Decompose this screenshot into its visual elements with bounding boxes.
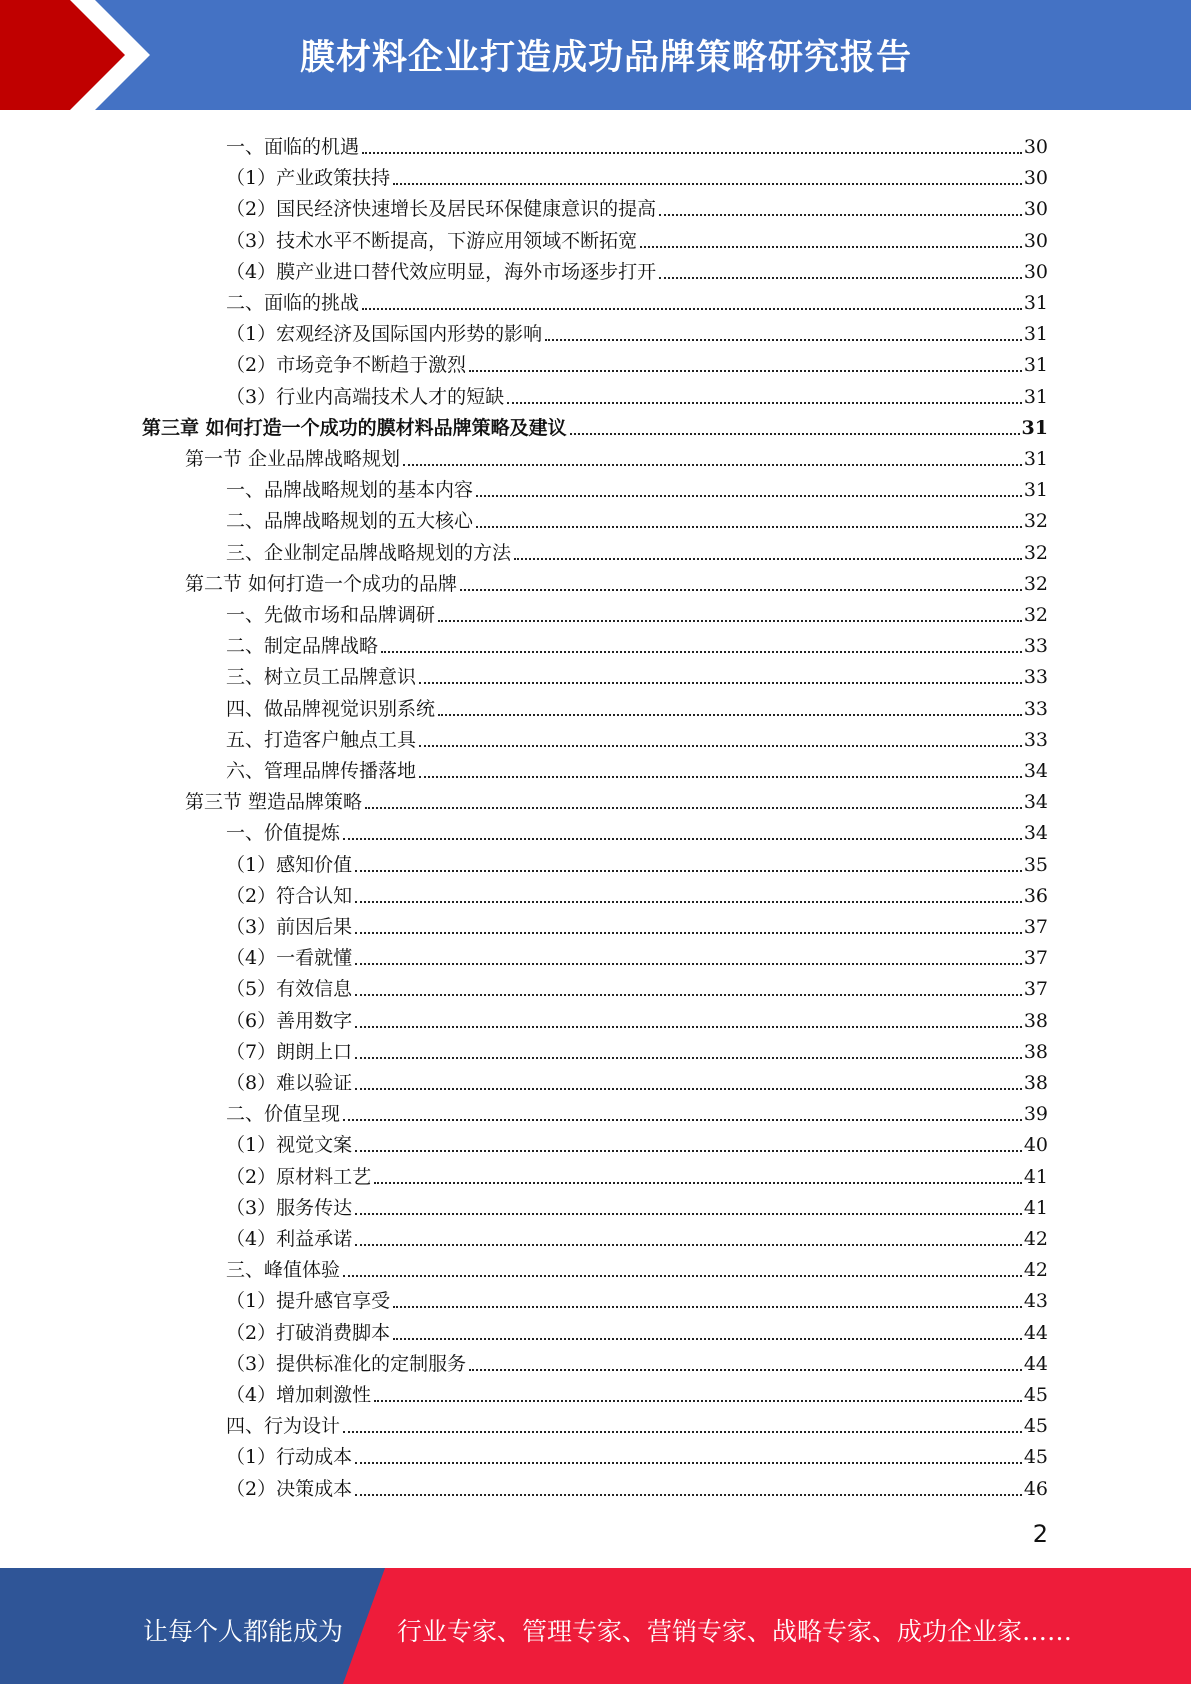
toc-entry-title: （2）原材料工艺 bbox=[226, 1165, 372, 1188]
toc-entry-title: 第二节 如何打造一个成功的品牌 bbox=[185, 572, 458, 595]
toc-entry-title: （7）朗朗上口 bbox=[226, 1040, 353, 1063]
toc-entry-title: 四、行为设计 bbox=[226, 1415, 341, 1438]
toc-dot-leader bbox=[362, 308, 1022, 310]
footer-slogan-left: 让每个人都能成为 bbox=[143, 1617, 344, 1646]
toc-entry-title: （4）利益承诺 bbox=[226, 1228, 353, 1250]
toc-entry[interactable] bbox=[185, 783, 1048, 814]
toc-dot-leader bbox=[640, 246, 1022, 248]
toc-entry[interactable] bbox=[226, 1282, 1048, 1313]
toc-dot-leader bbox=[545, 339, 1022, 341]
toc-entry-title: （4）膜产业进口替代效应明显，海外市场逐步打开 bbox=[226, 260, 657, 283]
toc-entry-page: 30 bbox=[1023, 167, 1048, 190]
toc-entry[interactable] bbox=[226, 378, 1048, 409]
toc-entry-title: （1）行动成本 bbox=[226, 1446, 353, 1469]
toc-dot-leader bbox=[393, 183, 1022, 185]
toc-entry-page: 31 bbox=[1023, 292, 1048, 314]
toc-dot-leader bbox=[403, 464, 1022, 466]
toc-entry-title: 二、价值呈现 bbox=[226, 1103, 341, 1126]
toc-entry[interactable] bbox=[226, 1407, 1048, 1438]
toc-entry[interactable] bbox=[226, 1345, 1048, 1376]
toc-entry[interactable] bbox=[226, 159, 1048, 190]
toc-entry-page: 38 bbox=[1023, 1009, 1048, 1032]
toc-dot-leader bbox=[355, 1150, 1022, 1152]
toc-dot-leader bbox=[469, 370, 1022, 372]
toc-entry[interactable] bbox=[226, 1251, 1048, 1282]
toc-dot-leader bbox=[343, 1275, 1022, 1277]
toc-dot-leader bbox=[393, 1338, 1022, 1340]
footer-band bbox=[0, 1568, 1191, 1684]
toc-entry[interactable] bbox=[226, 908, 1048, 939]
toc-entry[interactable] bbox=[226, 346, 1048, 377]
toc-dot-leader bbox=[355, 1057, 1022, 1059]
toc-entry[interactable] bbox=[226, 1126, 1048, 1157]
toc-dot-leader bbox=[355, 1244, 1022, 1246]
toc-entry-title: （3）提供标准化的定制服务 bbox=[226, 1352, 467, 1375]
toc-entry-title: （2）国民经济快速增长及居民环保健康意识的提高 bbox=[226, 198, 657, 221]
toc-dot-leader bbox=[381, 651, 1022, 653]
toc-entry-page: 31 bbox=[1021, 416, 1048, 439]
toc-entry-title: 一、价值提炼 bbox=[226, 822, 341, 845]
toc-entry[interactable] bbox=[226, 128, 1048, 159]
toc-entry-page: 41 bbox=[1023, 1165, 1048, 1188]
page-title: 膜材料企业打造成功品牌策略研究报告 bbox=[300, 38, 913, 78]
toc-entry-title: （4）一看就懂 bbox=[226, 947, 353, 970]
toc-entry-title: 四、做品牌视觉识别系统 bbox=[226, 697, 436, 720]
toc-entry-page: 33 bbox=[1023, 728, 1048, 751]
toc-entry-title: （1）产业政策扶持 bbox=[226, 167, 391, 190]
toc-dot-leader bbox=[343, 838, 1022, 840]
toc-dot-leader bbox=[438, 620, 1022, 622]
toc-entry-page: 32 bbox=[1023, 604, 1048, 626]
toc-entry-title: （3）前因后果 bbox=[226, 916, 353, 938]
toc-entry[interactable] bbox=[226, 284, 1048, 315]
toc-entry[interactable] bbox=[226, 1376, 1048, 1407]
toc-entry-title: 三、树立员工品牌意识 bbox=[226, 666, 417, 689]
toc-entry-page: 45 bbox=[1023, 1384, 1048, 1406]
toc-entry-page: 32 bbox=[1023, 510, 1048, 533]
toc-entry-page: 44 bbox=[1023, 1352, 1048, 1375]
footer-slogan-right: 行业专家、管理专家、营销专家、战略专家、成功企业家…… bbox=[397, 1617, 1073, 1646]
page-number: 2 bbox=[1032, 1520, 1048, 1548]
toc-entry-title: （4）增加刺激性 bbox=[226, 1384, 372, 1406]
toc-dot-leader bbox=[514, 558, 1022, 560]
toc-dot-leader bbox=[419, 776, 1022, 778]
toc-entry-page: 38 bbox=[1023, 1072, 1048, 1094]
toc-dot-leader bbox=[343, 1431, 1022, 1433]
toc-dot-leader bbox=[355, 1494, 1022, 1496]
toc-entry[interactable] bbox=[226, 627, 1048, 658]
toc-dot-leader bbox=[355, 1213, 1022, 1215]
toc-entry-title: 一、面临的机遇 bbox=[226, 136, 360, 158]
toc-entry-title: （6）善用数字 bbox=[226, 1009, 353, 1032]
toc-entry[interactable] bbox=[226, 970, 1048, 1001]
toc-entry-page: 34 bbox=[1023, 760, 1048, 782]
toc-entry-title: （1）提升感官享受 bbox=[226, 1290, 391, 1313]
toc-entry-page: 32 bbox=[1023, 572, 1048, 595]
toc-entry-title: （3）技术水平不断提高，下游应用领域不断拓宽 bbox=[226, 229, 638, 252]
toc-entry-title: 六、管理品牌传播落地 bbox=[226, 760, 417, 782]
toc-entry-title: 一、先做市场和品牌调研 bbox=[226, 604, 436, 626]
toc-entry-page: 34 bbox=[1023, 791, 1048, 814]
header-band bbox=[0, 0, 1191, 110]
toc-entry-title: （5）有效信息 bbox=[226, 978, 353, 1001]
toc-entry[interactable] bbox=[226, 190, 1048, 221]
toc-entry-page: 37 bbox=[1023, 947, 1048, 970]
toc-entry[interactable] bbox=[226, 877, 1048, 908]
toc-entry-title: （2）决策成本 bbox=[226, 1477, 353, 1500]
toc-dot-leader bbox=[343, 1119, 1022, 1121]
toc-entry[interactable] bbox=[226, 253, 1048, 284]
toc-entry-page: 41 bbox=[1023, 1196, 1048, 1219]
toc-dot-leader bbox=[362, 152, 1022, 154]
toc-entry-page: 36 bbox=[1023, 884, 1048, 907]
toc-entry[interactable] bbox=[226, 721, 1048, 752]
toc-entry-title: （2）打破消费脚本 bbox=[226, 1321, 391, 1344]
toc-entry-title: 三、企业制定品牌战略规划的方法 bbox=[226, 541, 512, 564]
toc-entry[interactable] bbox=[226, 471, 1048, 502]
toc-entry[interactable] bbox=[226, 1314, 1048, 1345]
toc-dot-leader bbox=[476, 495, 1022, 497]
toc-entry[interactable] bbox=[226, 502, 1048, 533]
toc-entry-title: （8）难以验证 bbox=[226, 1072, 353, 1094]
toc-entry[interactable] bbox=[226, 222, 1048, 253]
toc-entry-page: 33 bbox=[1023, 635, 1048, 658]
toc-dot-leader bbox=[659, 214, 1022, 216]
toc-entry[interactable] bbox=[226, 846, 1048, 877]
toc-entry[interactable] bbox=[226, 1033, 1048, 1064]
toc-entry[interactable] bbox=[226, 752, 1048, 783]
toc-entry-page: 45 bbox=[1023, 1415, 1048, 1438]
toc-entry-page: 32 bbox=[1023, 541, 1048, 564]
toc-dot-leader bbox=[355, 901, 1022, 903]
toc-entry-page: 45 bbox=[1023, 1446, 1048, 1469]
toc-entry-page: 31 bbox=[1023, 385, 1048, 408]
toc-entry[interactable] bbox=[185, 565, 1048, 596]
toc-entry[interactable] bbox=[226, 1438, 1048, 1469]
toc-entry-title: （2）市场竞争不断趋于激烈 bbox=[226, 354, 467, 377]
toc-dot-leader bbox=[374, 1182, 1022, 1184]
toc-entry-title: 五、打造客户触点工具 bbox=[226, 728, 417, 751]
toc-dot-leader bbox=[438, 714, 1022, 716]
toc-dot-leader bbox=[355, 963, 1022, 965]
toc-entry[interactable] bbox=[226, 1095, 1048, 1126]
toc-dot-leader bbox=[469, 1369, 1022, 1371]
toc-entry[interactable] bbox=[226, 690, 1048, 721]
toc-dot-leader bbox=[476, 526, 1022, 528]
toc-entry-page: 42 bbox=[1023, 1228, 1048, 1250]
toc-dot-leader bbox=[570, 433, 1020, 435]
toc-entry-title: 二、品牌战略规划的五大核心 bbox=[226, 510, 474, 533]
toc-dot-leader bbox=[659, 277, 1022, 279]
toc-entry-page: 33 bbox=[1023, 697, 1048, 720]
toc-entry-page: 38 bbox=[1023, 1040, 1048, 1063]
toc-entry-title: （1）感知价值 bbox=[226, 853, 353, 876]
toc-entry-page: 42 bbox=[1023, 1259, 1048, 1282]
toc-entry-page: 30 bbox=[1023, 198, 1048, 221]
toc-entry-page: 37 bbox=[1023, 978, 1048, 1001]
toc-dot-leader bbox=[355, 932, 1022, 934]
toc-entry-page: 37 bbox=[1023, 916, 1048, 938]
toc-entry-page: 35 bbox=[1023, 853, 1048, 876]
toc-entry-title: （1）视觉文案 bbox=[226, 1134, 353, 1157]
toc-dot-leader bbox=[393, 1306, 1022, 1308]
toc-entry-title: （1）宏观经济及国际国内形势的影响 bbox=[226, 323, 543, 346]
toc-entry[interactable] bbox=[226, 1002, 1048, 1033]
toc-entry[interactable] bbox=[226, 658, 1048, 689]
toc-entry[interactable] bbox=[226, 1220, 1048, 1251]
toc-entry-page: 46 bbox=[1023, 1477, 1048, 1500]
toc-entry-title: 二、面临的挑战 bbox=[226, 292, 360, 314]
toc-entry-title: 一、品牌战略规划的基本内容 bbox=[226, 479, 474, 502]
toc-entry-title: 第三节 塑造品牌策略 bbox=[185, 791, 363, 814]
toc-dot-leader bbox=[355, 870, 1022, 872]
toc-entry[interactable] bbox=[142, 409, 1048, 440]
toc-entry-title: 三、峰值体验 bbox=[226, 1259, 341, 1282]
toc-entry[interactable] bbox=[226, 814, 1048, 845]
toc-entry-title: （3）服务传达 bbox=[226, 1196, 353, 1219]
toc-dot-leader bbox=[355, 1462, 1022, 1464]
toc-entry[interactable] bbox=[226, 1470, 1048, 1501]
toc-entry[interactable] bbox=[226, 1189, 1048, 1220]
toc-dot-leader bbox=[355, 994, 1022, 996]
toc-dot-leader bbox=[507, 402, 1022, 404]
toc-entry-page: 31 bbox=[1023, 448, 1048, 470]
toc-entry[interactable] bbox=[226, 534, 1048, 565]
toc-dot-leader bbox=[419, 682, 1022, 684]
toc-entry[interactable] bbox=[226, 1158, 1048, 1189]
toc-entry[interactable] bbox=[185, 440, 1048, 471]
toc-entry[interactable] bbox=[226, 939, 1048, 970]
toc-entry-page: 33 bbox=[1023, 666, 1048, 689]
toc-entry-page: 30 bbox=[1023, 229, 1048, 252]
toc-entry-title: 第三章 如何打造一个成功的膜材料品牌策略及建议 bbox=[142, 416, 567, 439]
toc-dot-leader bbox=[355, 1088, 1022, 1090]
toc-entry-page: 34 bbox=[1023, 822, 1048, 845]
toc-entry-title: （3）行业内高端技术人才的短缺 bbox=[226, 385, 505, 408]
toc-dot-leader bbox=[355, 1026, 1022, 1028]
toc-entry-page: 31 bbox=[1023, 354, 1048, 377]
toc-entry[interactable] bbox=[226, 315, 1048, 346]
toc-entry-page: 30 bbox=[1023, 260, 1048, 283]
toc-dot-leader bbox=[374, 1400, 1022, 1402]
toc-entry-title: （2）符合认知 bbox=[226, 884, 353, 907]
toc-entry[interactable] bbox=[226, 1064, 1048, 1095]
toc-entry-title: 二、制定品牌战略 bbox=[226, 635, 379, 658]
toc-entry-page: 30 bbox=[1023, 136, 1048, 158]
toc-dot-leader bbox=[365, 807, 1022, 809]
toc-entry-page: 44 bbox=[1023, 1321, 1048, 1344]
toc-entry-page: 31 bbox=[1023, 479, 1048, 502]
toc-entry-page: 43 bbox=[1023, 1290, 1048, 1313]
toc-dot-leader bbox=[460, 589, 1022, 591]
toc-entry-page: 31 bbox=[1023, 323, 1048, 346]
toc-entry-page: 39 bbox=[1023, 1103, 1048, 1126]
toc-entry[interactable] bbox=[226, 596, 1048, 627]
toc-dot-leader bbox=[419, 745, 1022, 747]
toc-entry-page: 40 bbox=[1023, 1134, 1048, 1157]
toc-entry-title: 第一节 企业品牌战略规划 bbox=[185, 448, 401, 470]
